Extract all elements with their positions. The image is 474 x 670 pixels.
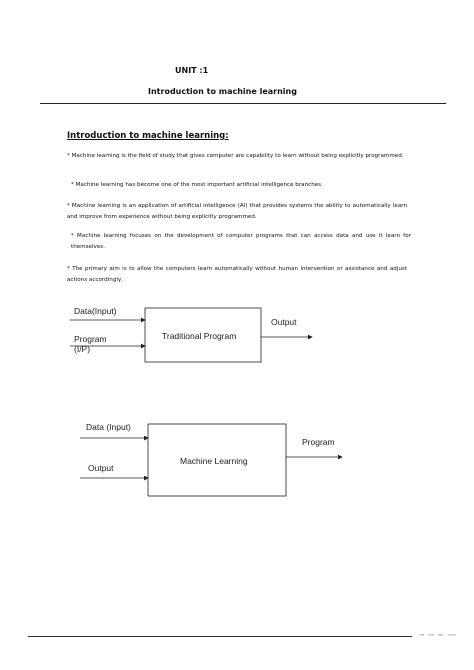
diagram2-box-label: Machine Learning	[180, 456, 248, 466]
footer-divider	[28, 636, 412, 637]
diagram1-input-ip: (I/P)	[74, 344, 91, 354]
unit-label: UNIT :1	[175, 66, 209, 75]
page-title: Introduction to machine learning	[148, 87, 297, 96]
diagram1-box-label: Traditional Program	[162, 331, 237, 341]
machine-learning-diagram	[0, 410, 474, 510]
diagram1-input-program: Program	[74, 334, 107, 344]
diagram2-output-label: Program	[302, 437, 335, 447]
traditional-program-diagram	[0, 290, 474, 390]
header-divider	[40, 103, 446, 104]
footer-marks	[420, 633, 460, 637]
diagram2-input-output: Output	[88, 463, 114, 473]
diagram1-input-data: Data(Input)	[74, 306, 117, 316]
paragraph-definition: * Machine learning is the field of study that gives computer are capability to learn without being explicitly programmed.	[67, 153, 404, 159]
paragraph-aim: * The primary aim is to allow the computers learn automatically without human intervention or assistance and adjust actions accordingly.	[67, 266, 407, 283]
diagram2-input-data: Data (Input)	[86, 422, 131, 432]
diagram1-output-label: Output	[271, 317, 297, 327]
section-heading: Introduction to machine learning:	[67, 131, 229, 141]
paragraph-focus: * Machine learning focuses on the development of computer programs that can access data and use it learn for themselves.	[71, 233, 411, 250]
paragraph-branch: * Machine learning has become one of the most important artificial intelligence branches.	[71, 182, 323, 188]
paragraph-application: * Machine learning is an application of artificial intelligence (AI) that provides systems the ability to automatically learn and improve from experience without being explicitly programmed.	[67, 203, 407, 220]
